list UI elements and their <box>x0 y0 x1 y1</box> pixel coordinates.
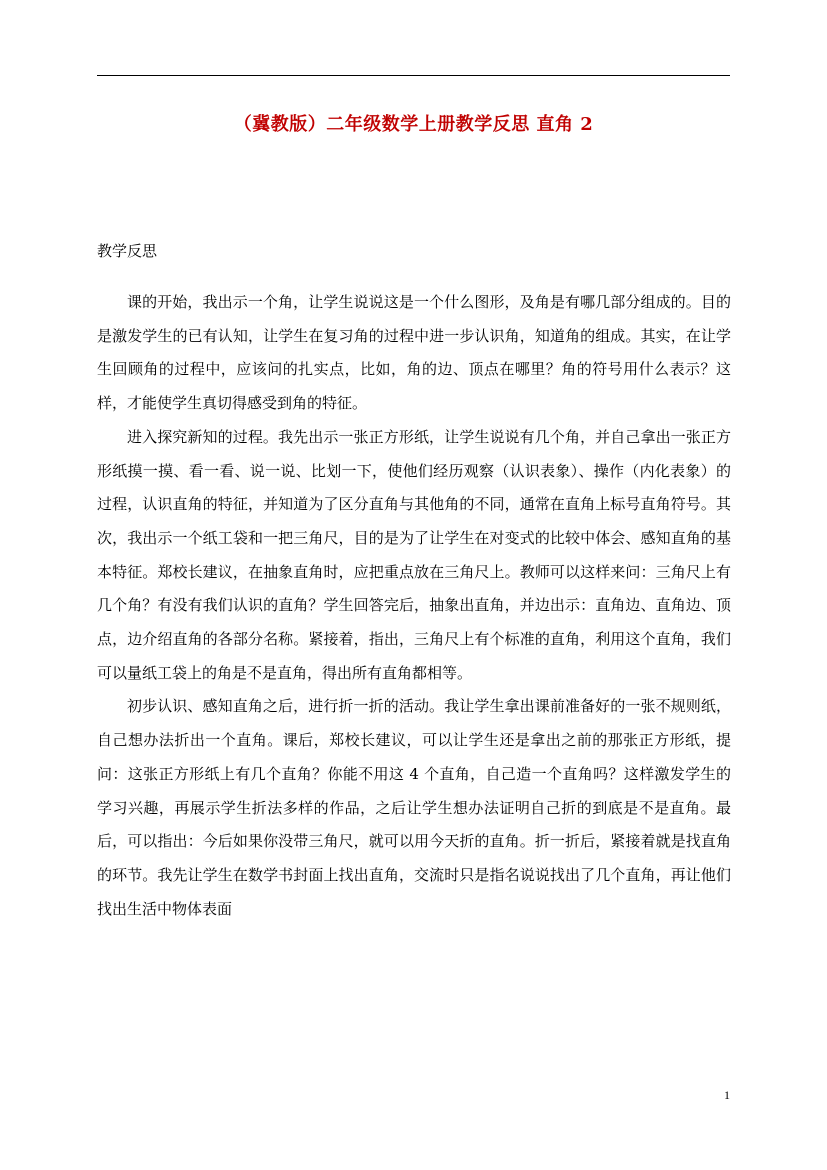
header-rule <box>97 75 730 76</box>
page-number: 1 <box>724 1088 730 1102</box>
section-label: 教学反思 <box>97 242 158 260</box>
paragraph: 初步认识、感知直角之后，进行折一折的活动。我让学生拿出课前准备好的一张不规则纸，自己想办法折出一个直角。课后，郑校长建议，可以让学生还是拿出之前的那张正方形纸，提问：这张正方形纸上有几个直角？你能不用这 4 个直角，自己造一个直角吗？这样激发学生的学习兴趣，再展示学生折法多样的作品，之后让学生想办法证明自己折的到底是不是直角。最后，可以指出：今后如果你没带三角尺，就可以用今天折的直角。折一折后，紧接着就是找直角的环节。我先让学生在数学书封面上找出直角，交流时只是指名说说找出了几个直角，再让他们找出生活中物体表面 <box>97 697 731 918</box>
paragraph: 进入探究新知的过程。我先出示一张正方形纸，让学生说说有几个角，并自己拿出一张正方形纸摸一摸、看一看、说一说、比划一下，使他们经历观察（认识表象）、操作（内化表象）的过程，认识直角的特征，并知道为了区分直角与其他角的不同，通常在直角上标号直角符号。其次，我出示一个纸工袋和一把三角尺，目的是为了让学生在对变式的比较中体会、感知直角的基本特征。郑校长建议，在抽象直角时，应把重点放在三角尺上。教师可以这样来问：三角尺上有几个角？有没有我们认识的直角？学生回答完后，抽象出直角，并边出示：直角边、直角边、顶点，边介绍直角的各部分名称。紧接着，指出，三角尺上有个标准的直角，利用这个直角，我们可以量纸工袋上的角是不是直角，得出所有直角都相等。 <box>97 427 731 682</box>
body-text <box>97 286 731 926</box>
paragraph: 课的开始，我出示一个角，让学生说说这是一个什么图形，及角是有哪几部分组成的。目的是激发学生的已有认知，让学生在复习角的过程中进一步认识角，知道角的组成。其实，在让学生回顾角的过程中，应该问的扎实点，比如，角的边、顶点在哪里？角的符号用什么表示？这样，才能使学生真切得感受到角的特征。 <box>97 293 731 413</box>
document-title: （冀教版）二年级数学上册教学反思 直角 2 <box>233 114 594 135</box>
